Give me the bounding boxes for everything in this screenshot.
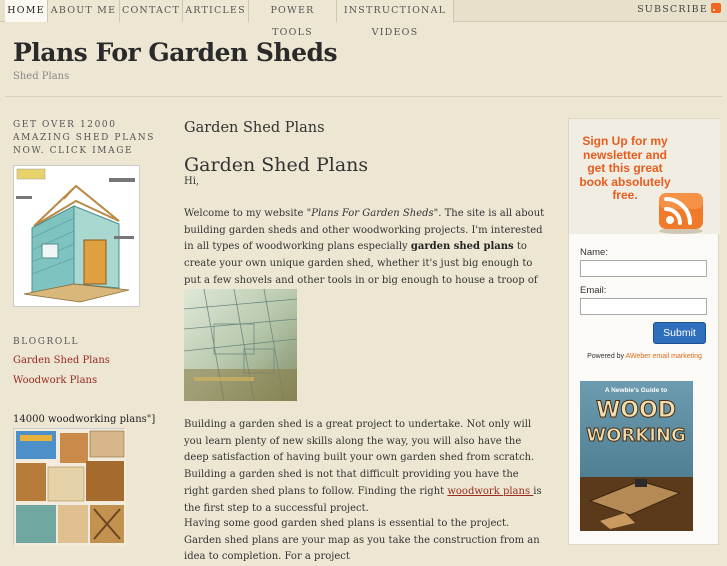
powered-prefix: Powered by xyxy=(587,353,626,360)
sidebar-promo-heading: GET OVER 12000 AMAZING SHED PLANS NOW. CLICK IMAGE xyxy=(13,120,155,156)
nav-home[interactable]: HOME xyxy=(5,0,48,22)
greeting: Hi, xyxy=(184,176,200,187)
nav-articles[interactable]: ARTICLES xyxy=(183,0,249,22)
rss-feed-icon xyxy=(655,191,707,235)
plans-collage xyxy=(14,429,126,546)
site-title[interactable]: Plans For Garden Sheds xyxy=(13,38,338,67)
name-label: Name: xyxy=(580,247,608,258)
email-label: Email: xyxy=(580,285,607,296)
intro-keyword: garden shed plans xyxy=(410,241,514,253)
intro-text-c: to create your own unique garden shed, whether it's just big enough to put a few shovels and other tools in or big enough to house a troop of xyxy=(184,241,538,286)
nav-contact[interactable]: CONTACT xyxy=(120,0,183,22)
building-text-a: Building a garden shed is a great project to undertake. Not only will you learn plenty of new skills along the way, you will also have the deep satisfaction of having built your own garden shed from scratch. Building a garden shed is not that difficult providing you have the right garden shed plans to follow. Finding the right xyxy=(184,419,535,497)
optin-promo xyxy=(569,119,720,234)
woodworking-plans-caption: 14000 woodworking plans"] xyxy=(13,414,156,425)
subscribe-label: SUBSCRIBE xyxy=(637,4,708,15)
blogroll-link-woodwork-plans[interactable]: Woodwork Plans xyxy=(13,375,98,386)
book-title-wood: WOOD xyxy=(596,398,676,423)
book-title-top: A Newbie's Guide to xyxy=(604,387,668,394)
plans-paragraph: Having some good garden shed plans is essential to the project. Garden shed plans are your map as you take the construction from an idea to completion. For a project xyxy=(184,518,540,563)
blueprint-illustration xyxy=(184,289,297,401)
blueprint-photo xyxy=(184,289,297,401)
woodworking-plans-image[interactable] xyxy=(13,428,125,545)
powered-by xyxy=(569,353,720,360)
building-text-b: is the first step to a successful project. xyxy=(184,485,542,514)
page-title: Garden Shed Plans xyxy=(184,120,325,136)
shed-illustration xyxy=(14,166,139,306)
book-cover-art xyxy=(580,381,693,531)
intro-text-a: Welcome to my website " xyxy=(184,208,312,219)
aweber-link[interactable]: AWeber email marketing xyxy=(625,353,702,360)
newsletter-optin-box xyxy=(568,118,719,545)
nav-power-tools[interactable]: POWER TOOLS xyxy=(249,0,337,22)
nav-instructional-videos[interactable]: INSTRUCTIONAL VIDEOS xyxy=(337,0,454,22)
top-navigation xyxy=(0,0,727,38)
rss-icon xyxy=(711,3,721,13)
post-title[interactable]: Garden Shed Plans xyxy=(184,154,369,176)
subscribe-link[interactable] xyxy=(637,0,721,22)
intro-text-b: ". The site is all about building garden sheds and other woodworking projects. I'm interested in all types of woodworking plans especially xyxy=(184,208,545,253)
book-title-working: WORKING xyxy=(586,425,686,446)
blogroll-link-garden-shed-plans[interactable]: Garden Shed Plans xyxy=(13,355,110,366)
email-input[interactable] xyxy=(580,298,707,315)
site-tagline: Shed Plans xyxy=(13,71,70,82)
header-divider xyxy=(5,96,722,97)
intro-site-name: Plans For Garden Sheds xyxy=(311,208,434,219)
nav-about-me[interactable]: ABOUT ME xyxy=(48,0,120,22)
woodwork-plans-link[interactable]: woodwork plans xyxy=(447,485,534,497)
optin-promo-text: Sign Up for my newsletter and get this great book absolutely free. xyxy=(579,134,671,202)
building-paragraph xyxy=(184,417,546,517)
name-input[interactable] xyxy=(580,260,707,277)
submit-button[interactable]: Submit xyxy=(653,322,706,344)
blogroll-heading: BLOGROLL xyxy=(13,337,80,347)
shed-plans-image[interactable] xyxy=(13,165,140,307)
woodworking-book-cover[interactable] xyxy=(580,381,693,531)
